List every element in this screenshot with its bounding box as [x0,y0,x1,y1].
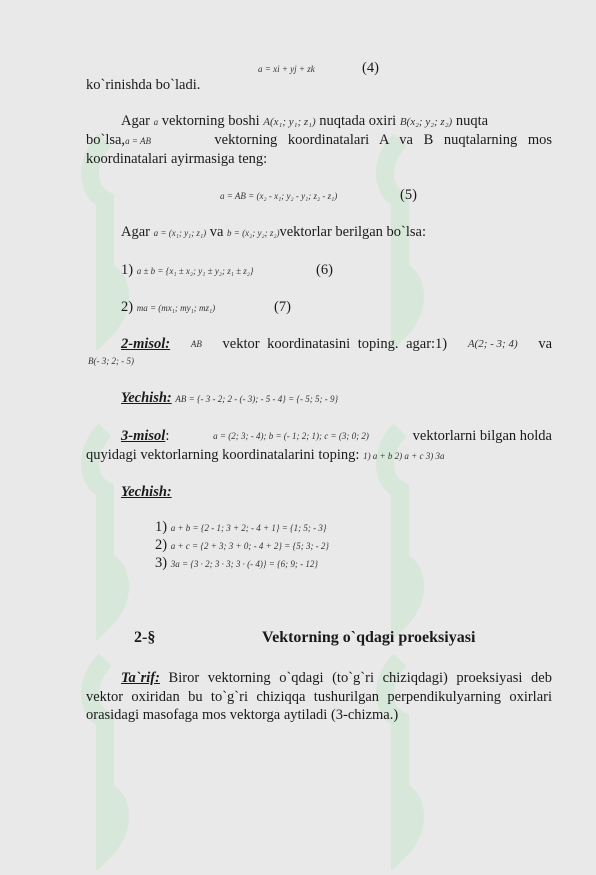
text: vektorlar berilgan bo`lsa: [279,224,427,240]
equation-4 [258,60,315,78]
formula: a = AB [125,136,151,146]
example-title: 2-misol: [121,336,171,352]
para1-line1 [121,113,488,131]
text: Agar [121,113,150,129]
definition-paragraph [86,669,552,725]
text: bo`lsa, [86,132,126,148]
formula: a = (x₁; y₁; z₁) [153,228,207,238]
yechish1 [121,390,338,408]
text: nuqta [455,113,489,129]
formula: 1) a + b 2) a + c 3) 3a [363,451,445,461]
text: vektorning koordinatalari A va B nuqtalarning mos [214,132,552,148]
formula: a = (2; 3; - 4); b = (- 1; 2; 1); c = (3; 0; 2) [213,431,369,441]
formula: B(- 3; 2; - 5) [88,356,134,366]
text: : [165,428,170,444]
misol2-line1 [121,336,552,353]
formula: AB [190,339,202,349]
equation-number: (5) [400,187,417,203]
text: vektorning boshi [161,113,260,129]
equation-5 [220,187,337,205]
equation-7 [121,299,215,317]
equation-number: (4) [362,60,379,76]
text-line: ko`rinishda bo`ladi. [86,77,201,93]
formula: a + b = {2 - 1; 3 + 2; - 4 + 1} = {1; 5; - 3} [170,523,327,533]
formula: B(x₂; y₂; z₂) [399,116,453,128]
text: nuqtada oxiri [319,113,397,129]
label: 1) [121,262,134,278]
label: 3) [155,555,168,571]
formula: A(x₁; y₁; z₁) [263,116,316,128]
formula: ma = (mx₁; my₁; mz₁) [136,303,216,313]
formula: a [153,117,159,127]
formula: a + c = {2 + 3; 3 + 0; - 4 + 2} = {5; 3; - 2} [170,541,330,551]
formula: a = xi + yj + zk [258,64,315,74]
yechish2 [121,484,172,501]
definition-body: Biror vektorning o`qdagi (to`g`ri chiziqdagi) proeksiyasi deb vektor oxiridan bu to`g`ri chiziqqa tushurilgan perpendikulyarning oxirlari orasidagi masofaga mos vektorga aytiladi (3-chizma.) [86,670,552,723]
formula: 3a = {3 · 2; 3 · 3; 3 · (- 4)} = {6; 9; - 12} [170,559,318,569]
definition-title: Ta`rif: [121,670,160,686]
text: va [538,336,552,352]
misol2-line2 [88,352,134,370]
section-title: Vektorning o`qdagi proeksiyasi [262,629,476,646]
solution-line [155,519,326,537]
example-title: 3-misol [121,428,166,444]
formula: a ± b = {x₁ ± x₂; y₁ ± y₂; z₁ ± z₂} [136,266,254,276]
para2 [121,224,426,242]
solution-line [155,537,329,555]
misol3-line2 [86,447,444,465]
equation-number: (6) [316,262,333,278]
solution-title: Yechish: [121,390,172,406]
solution-line [155,555,318,573]
section-number: 2-§ [134,629,156,646]
text: vektorlarni bilgan holda [412,428,552,444]
equation-6 [121,262,254,280]
text: vektor koordinatasini toping. agar:1) [222,336,448,352]
text: quyidagi vektorlarning koordinatalarini toping: [86,447,360,463]
label: 2) [155,537,168,553]
text: va [209,224,224,240]
formula: A(2; - 3; 4) [467,338,518,350]
para1-line3: koordinatalari ayirmasiga teng: [86,151,268,167]
para1-line2 [86,132,552,150]
formula: a = AB = (x₂ - x₁; y₂ - y₁; z₂ - z₁) [220,191,338,201]
label: 1) [155,519,168,535]
formula: b = (x₂; y₂; z₂) [227,228,280,238]
solution-title: Yechish: [121,484,172,500]
label: 2) [121,299,134,315]
formula: AB = {- 3 - 2; 2 - (- 3); - 5 - 4} = {- 5; 5; - 9} [175,394,339,404]
text: Agar [121,224,150,240]
misol3-line1 [121,428,552,445]
equation-number: (7) [274,299,291,315]
